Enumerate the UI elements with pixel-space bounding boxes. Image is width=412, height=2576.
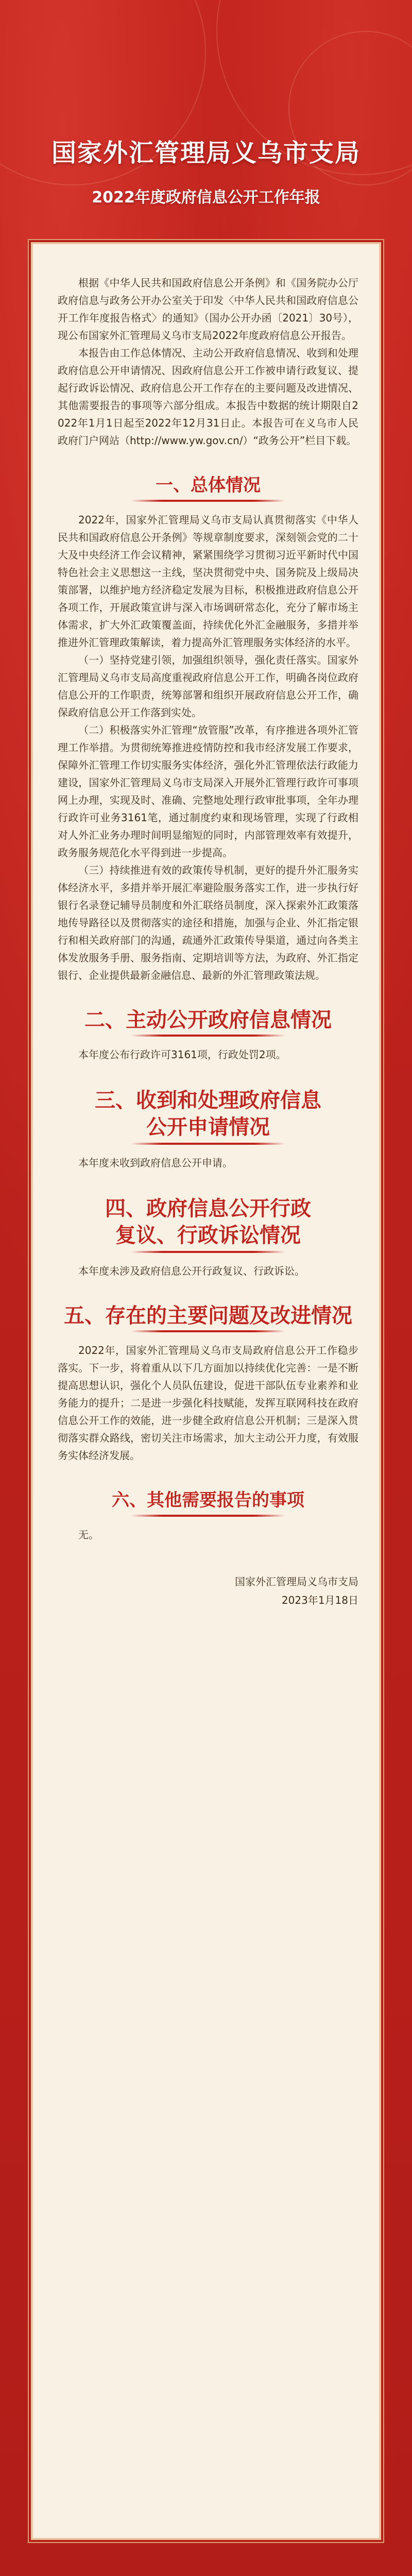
intro-paragraph-1: 根据《中华人民共和国政府信息公开条例》和《国务院办公厅政府信息与政务公开办公室关于印发〈中华人民共和国政府信息公开工作年度报告格式〉的通知》（国办公开办函〔2021〕30号），现公布国家外汇管理局义乌市支局2022年度政府信息公开报告。 — [58, 277, 358, 342]
section-title-text: 五、存在的主要问题及改进情况 — [64, 1304, 352, 1328]
report-content — [58, 274, 358, 1609]
section-title — [58, 1195, 358, 1253]
section-title-line: 四、政府信息公开行政 — [105, 1197, 311, 1221]
section-paragraph: 无。 — [78, 1529, 99, 1541]
report-footer — [58, 1572, 358, 1609]
section-applications — [58, 1087, 358, 1172]
section-title-line: 三、收到和处理政府信息 — [95, 1089, 321, 1112]
section-paragraph: （三）持续推进有效的政策传导机制，更好的提升外汇服务实体经济水平，多措并举开展汇率避险服务落实工作，进一步执行好银行名录登记辅导员制度和外汇联络员制度，深入探索外汇政策落地传导路径以及贯彻落实的途径和措施，加强与企业、外汇指定银行和相关政府部门的沟通，疏通外汇政策传导渠道，通过向各类主体发放服务手册、服务指南、定期培训等方法，为政府、外汇指定银行、企业提供最新金融信息、最新的外汇管理政策法规。 — [58, 864, 358, 981]
section-problems-improvements — [58, 1303, 358, 1464]
section-paragraph: （一）坚持党建引领，加强组织领导，强化责任落实。国家外汇管理局义乌市支局高度重视政府信息公开工作，明确各岗位政府信息公开的工作职责，统筹部署和组织开展政府信息公开工作，确保政府信息公开工作落到实处。 — [58, 654, 358, 719]
title-underline — [131, 1251, 285, 1253]
title-underline — [131, 1515, 285, 1517]
report-card — [31, 242, 381, 2540]
report-header — [0, 0, 412, 222]
section-title — [58, 1303, 358, 1332]
footer-date: 2023年1月18日 — [281, 1594, 358, 1606]
section-title — [58, 1488, 358, 1517]
section-title — [58, 1087, 358, 1145]
section-title-text: 二、主动公开政府信息情况 — [84, 1008, 332, 1032]
page-subtitle: 2022年度政府信息公开工作年报 — [92, 189, 320, 207]
section-review-litigation — [58, 1195, 358, 1280]
section-active-disclosure — [58, 1008, 358, 1063]
section-paragraph: 本年度未涉及政府信息公开行政复议、行政诉讼。 — [78, 1265, 305, 1277]
intro-paragraph-2: 本报告由工作总体情况、主动公开政府信息情况、收到和处理政府信息公开申请情况、因政府信息公开工作被申请行政复议、提起行政诉讼情况、政府信息公开工作存在的主要问题及改进情况、其他需要报告的事项等六部分组成。本报告中数据的统计期限自2022年1月1日起至2022年12月31日止。本报告可在义乌市人民政府门户网站（http://www.yw.gov.cn/）“政务公开”栏目下载。 — [58, 347, 358, 447]
section-paragraph: 本年度未收到政府信息公开申请。 — [78, 1157, 233, 1169]
section-title-text: 六、其他需要报告的事项 — [112, 1490, 304, 1511]
title-underline — [131, 1035, 285, 1037]
section-paragraph: 2022年，国家外汇管理局义乌市支局认真贯彻落实《中华人民共和国政府信息公开条例》等规章制度要求，深刻领会党的二十大及中央经济工作会议精神，紧紧围绕学习贯彻习近平新时代中国特色社会主义思想这一主线，坚决贯彻党中央、国务院及上级局决策部署，以维护地方经济稳定发展为目标，积极推进政府信息公开各项工作，开展政策宣讲与深入市场调研常态化，充分了解市场主体需求，扩大外汇政策覆盖面，持续优化外汇金融服务，多措并举推进外汇管理政策解读，着力提高外汇管理服务实体经济的水平。 — [58, 514, 358, 649]
section-other-matters — [58, 1488, 358, 1544]
section-overview — [58, 473, 358, 984]
title-underline — [131, 1143, 285, 1145]
title-underline — [131, 1330, 285, 1332]
section-title — [58, 473, 358, 502]
section-title — [58, 1008, 358, 1037]
section-title-text: 一、总体情况 — [156, 475, 261, 496]
section-paragraph: 本年度公布行政许可3161项，行政处罚2项。 — [78, 1048, 286, 1061]
page-title: 国家外汇管理局义乌市支局 — [51, 139, 360, 167]
section-title-line: 复议、行政诉讼情况 — [115, 1224, 301, 1247]
section-paragraph: 2022年，国家外汇管理局义乌市支局政府信息公开工作稳步落实。下一步，将着重从以下几方面加以持续优化完善：一是不断提高思想认识，强化个人员队伍建设，促进干部队伍专业素养和业务能力的提升；二是进一步强化科技赋能，发挥互联网科技在政府信息公开工作的效能，进一步健全政府信息公开机制；三是深入贯彻落实群众路线，密切关注市场需求，加大主动公开力度，有效服务实体经济发展。 — [58, 1344, 358, 1462]
section-paragraph: （二）积极落实外汇管理“放管服”改革，有序推进各项外汇管理工作举措。为贯彻统筹推进疫情防控和我市经济发展工作要求，保障外汇管理工作切实服务实体经济，强化外汇管理依法行政能力建设，国家外汇管理局义乌市支局深入开展外汇管理行政许可事项网上办理，实现及时、准确、完整地处理行政审批事项，全年办理行政许可业务3161笔，通过制度约束和现场管理，实现了行政相对人外汇业务办理时间明显缩短的同时，内部管理效率有效提升，政务服务规范化水平得到进一步提高。 — [58, 724, 358, 859]
title-underline — [131, 500, 285, 502]
section-title-line: 公开申请情况 — [146, 1115, 270, 1139]
footer-org: 国家外汇管理局义乌市支局 — [235, 1575, 358, 1588]
